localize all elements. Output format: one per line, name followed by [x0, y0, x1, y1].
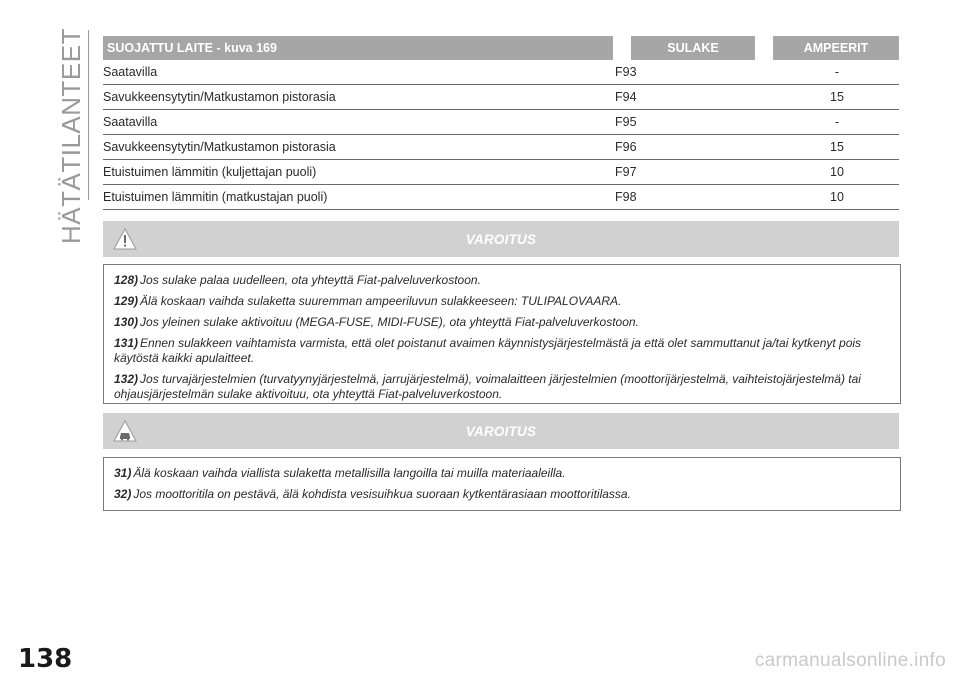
cell-amp: 10	[830, 190, 844, 204]
warning-triangle-icon	[113, 228, 137, 250]
note-number: 130)	[114, 315, 139, 329]
note-text: Älä koskaan vaihda sulaketta suuremman ampeeriluvun sulakkeeseen: TULIPALOVAARA.	[140, 294, 622, 308]
cell-fuse: F95	[615, 115, 637, 129]
cell-fuse: F96	[615, 140, 637, 154]
table-row	[103, 60, 899, 85]
header-device: SUOJATTU LAITE - kuva 169	[103, 36, 613, 60]
note-text: Jos turvajärjestelmien (turvatyynyjärjestelmä, jarrujärjestelmä), voimalaitteen järjestelmien (moottorijärjestelmä, vaihteistojärjestelmä) tai ohjausjärjestelmän sulake aktivoituu, ota yhteyttä Fiat-palveluverkostoon.	[114, 372, 861, 401]
note-number: 32)	[114, 487, 132, 501]
cell-device: Saatavilla	[103, 115, 158, 129]
page-number: 138	[18, 644, 73, 674]
note-text: Jos yleinen sulake aktivoituu (MEGA-FUSE, MIDI-FUSE), ota yhteyttä Fiat-palveluverkostoon.	[140, 315, 639, 329]
warning-body-2	[103, 457, 901, 511]
note-number: 131)	[114, 336, 139, 350]
note-item	[114, 487, 892, 502]
warning-body-1	[103, 264, 901, 404]
table-row	[103, 110, 899, 135]
cell-fuse: F93	[615, 65, 637, 79]
section-title-vertical: HÄTÄTILANTEET	[56, 28, 86, 244]
warning-title: VAROITUS	[465, 231, 537, 247]
cell-amp: 15	[830, 140, 844, 154]
table-row	[103, 85, 899, 110]
note-text: Ennen sulakkeen vaihtamista varmista, että olet poistanut avaimen käynnistysjärjestelmästä ja että olet sammuttanut ja/tai kytkenyt pois käytöstä kaikki apulaitteet.	[114, 336, 862, 365]
note-number: 128)	[114, 273, 139, 287]
note-text: Jos sulake palaa uudelleen, ota yhteyttä Fiat-palveluverkostoon.	[140, 273, 481, 287]
note-number: 31)	[114, 466, 132, 480]
cell-fuse: F98	[615, 190, 637, 204]
warning-header-2	[103, 413, 899, 449]
cell-device: Savukkeensytytin/Matkustamon pistorasia	[103, 140, 336, 154]
table-row	[103, 160, 899, 185]
cell-amp: 10	[830, 165, 844, 179]
cell-device: Etuistuimen lämmitin (kuljettajan puoli)	[103, 165, 317, 179]
cell-device: Etuistuimen lämmitin (matkustajan puoli)	[103, 190, 328, 204]
table-row	[103, 135, 899, 160]
note-item	[114, 294, 892, 309]
table-row	[103, 185, 899, 210]
watermark: carmanualsonline.info	[754, 650, 946, 671]
cell-amp: 15	[830, 90, 844, 104]
warning-header-1	[103, 221, 899, 257]
note-item	[114, 315, 892, 330]
header-amp: AMPEERIT	[773, 36, 899, 60]
note-number: 129)	[114, 294, 139, 308]
table-header	[103, 36, 899, 60]
note-item	[114, 273, 892, 288]
cell-amp: -	[834, 115, 840, 129]
fuse-table	[103, 36, 899, 210]
note-text: Älä koskaan vaihda viallista sulaketta metallisilla langoilla tai muilla materiaaleilla.	[133, 466, 566, 480]
note-item	[114, 336, 892, 366]
cell-amp: -	[834, 65, 840, 79]
car-environment-icon	[113, 420, 137, 442]
cell-fuse: F94	[615, 90, 637, 104]
side-divider	[88, 30, 89, 200]
cell-device: Saatavilla	[103, 65, 158, 79]
note-text: Jos moottoritila on pestävä, älä kohdista vesisuihkua suoraan kytkentärasiaan moottoritilassa.	[133, 487, 631, 501]
cell-fuse: F97	[615, 165, 637, 179]
note-number: 132)	[114, 372, 139, 386]
note-item	[114, 372, 892, 402]
header-fuse: SULAKE	[631, 36, 755, 60]
note-item	[114, 466, 892, 481]
cell-device: Savukkeensytytin/Matkustamon pistorasia	[103, 90, 336, 104]
warning-title: VAROITUS	[465, 423, 537, 439]
